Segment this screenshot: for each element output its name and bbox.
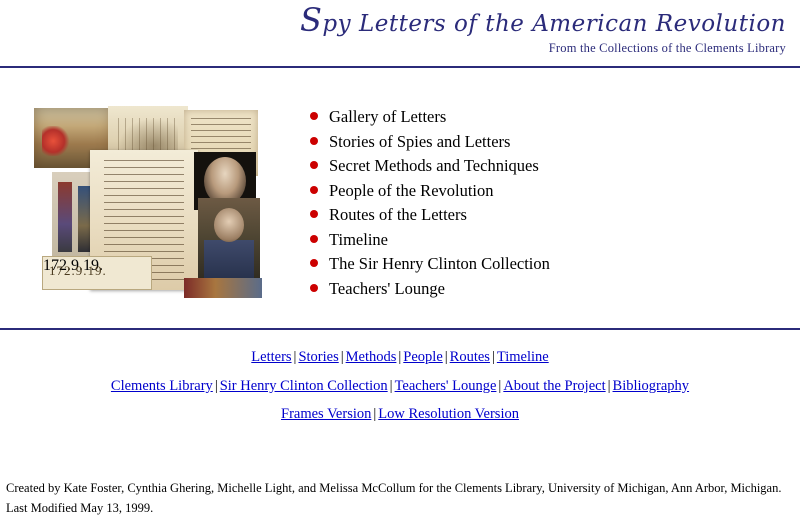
nav-item-sir-henry-clinton-collection[interactable]: [310, 253, 550, 274]
footer-divider: [0, 328, 800, 330]
link-methods[interactable]: Methods: [345, 349, 397, 366]
site-subtitle: From the Collections of the Clements Library: [548, 41, 786, 56]
nav-item-label: People of the Revolution: [329, 180, 494, 200]
nav-item-gallery-of-letters[interactable]: [310, 106, 550, 127]
nav-item-label: Teachers' Lounge: [329, 278, 445, 298]
nav-item-label: Routes of the Letters: [329, 205, 467, 225]
text-nav-row-primary: [0, 349, 800, 366]
bullet-dot-icon: [310, 235, 318, 243]
bullet-dot-icon: [310, 284, 318, 292]
link-separator: |: [607, 377, 611, 394]
page-footer: [6, 479, 781, 518]
bullet-dot-icon: [310, 161, 318, 169]
link-sir-henry-clinton-collection[interactable]: Sir Henry Clinton Collection: [219, 377, 388, 394]
main-content: [0, 68, 800, 302]
text-nav-row-versions: [0, 406, 800, 423]
bullet-dot-icon: [310, 210, 318, 218]
link-people[interactable]: People: [403, 349, 443, 366]
link-frames-version[interactable]: Frames Version: [281, 406, 372, 423]
link-separator: |: [398, 349, 402, 366]
bullet-dot-icon: [310, 186, 318, 194]
link-separator: |: [444, 349, 448, 366]
nav-item-label: The Sir Henry Clinton Collection: [329, 254, 550, 274]
link-stories[interactable]: Stories: [298, 349, 339, 366]
nav-item-routes-of-the-letters[interactable]: [310, 204, 550, 225]
link-low-resolution-version[interactable]: Low Resolution Version: [378, 406, 519, 423]
nav-item-stories-of-spies-and-letters[interactable]: [310, 131, 550, 152]
link-separator: |: [293, 349, 297, 366]
link-about-the-project[interactable]: About the Project: [503, 377, 606, 394]
footer-last-modified: Last Modified May 13, 1999.: [6, 500, 154, 515]
bullet-dot-icon: [310, 112, 318, 120]
collage-image: [34, 106, 266, 296]
collage-flag-scene: [184, 278, 262, 298]
collage-container: [0, 106, 300, 296]
footer-credit: Created by Kate Foster, Cynthia Ghering, Michelle Light, and Melissa McCollum for the Clements Library, University of Michigan, Ann Arbor, Michigan.: [6, 481, 782, 496]
link-separator: |: [389, 377, 393, 394]
link-separator: |: [498, 377, 502, 394]
collage-cipher-code: 172.9.19. 172.9.19.: [42, 256, 152, 290]
bullet-dot-icon: [310, 259, 318, 267]
nav-item-label: Gallery of Letters: [329, 107, 447, 127]
nav-item-timeline[interactable]: [310, 229, 550, 250]
site-title-dropcap: S: [300, 1, 323, 39]
nav-item-label: Secret Methods and Techniques: [329, 156, 539, 176]
link-teachers-lounge[interactable]: Teachers' Lounge: [394, 377, 497, 394]
nav-item-label: Stories of Spies and Letters: [329, 131, 511, 151]
link-bibliography[interactable]: Bibliography: [612, 377, 690, 394]
nav-item-people-of-the-revolution[interactable]: [310, 180, 550, 201]
link-routes[interactable]: Routes: [449, 349, 490, 366]
bullet-dot-icon: [310, 137, 318, 145]
nav-item-secret-methods-and-techniques[interactable]: [310, 155, 550, 176]
link-separator: |: [373, 406, 377, 423]
link-clements-library[interactable]: Clements Library: [110, 377, 213, 394]
text-nav-row-secondary: [0, 378, 800, 395]
main-navigation-list: [300, 106, 550, 302]
site-title: [0, 1, 786, 39]
collage-washington-portrait: [198, 198, 260, 282]
site-title-rest: py Letters of the American Revolution: [322, 11, 786, 37]
page-header: [0, 0, 800, 60]
link-separator: |: [491, 349, 495, 366]
link-separator: |: [214, 377, 218, 394]
nav-item-teachers-lounge[interactable]: [310, 278, 550, 299]
link-letters[interactable]: Letters: [251, 349, 292, 366]
nav-item-label: Timeline: [329, 229, 388, 249]
link-separator: |: [340, 349, 344, 366]
link-timeline[interactable]: Timeline: [496, 349, 549, 366]
